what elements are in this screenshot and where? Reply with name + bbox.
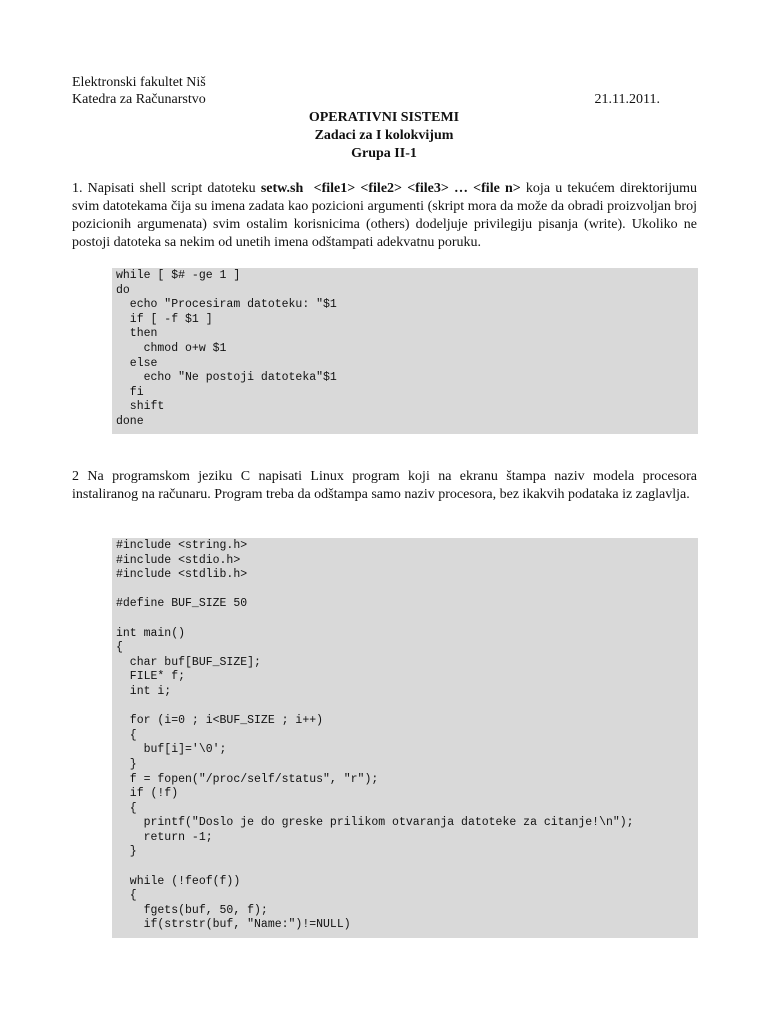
- code-line: #include <string.h>: [116, 539, 248, 552]
- code-line: else: [116, 356, 158, 370]
- institution-name: Elektronski fakultet Niš: [72, 75, 206, 90]
- code-line: #define BUF_SIZE 50: [116, 597, 248, 611]
- code-line: echo "Ne postoji datoteka"$1: [116, 371, 337, 385]
- document-date: 21.11.2011.: [594, 92, 660, 107]
- code-line: chmod o+w $1: [116, 341, 227, 355]
- task-1-code-block: [112, 268, 698, 434]
- code-line: int i;: [116, 684, 172, 698]
- code-line: fgets(buf, 50, f);: [116, 903, 268, 917]
- code-line: buf[i]='\0';: [116, 743, 227, 757]
- task-1-prefix: 1. Napisati shell script datoteku: [72, 181, 261, 196]
- code-line: while (!feof(f)): [116, 874, 241, 888]
- code-line: echo "Procesiram datoteku: "$1: [116, 298, 337, 312]
- code-line: {: [116, 728, 137, 742]
- code-line: if [ -f $1 ]: [116, 312, 213, 326]
- code-line: }: [116, 757, 137, 771]
- script-args: <file1> <file2> <file3> … <file n>: [313, 181, 521, 196]
- title-block: [0, 109, 768, 163]
- code-line: }: [116, 845, 137, 859]
- code-line: int main(): [116, 626, 186, 640]
- code-line: FILE* f;: [116, 670, 186, 684]
- code-line: do: [116, 283, 130, 297]
- code-line: printf("Doslo je do greske prilikom otvaranja datoteke za citanje!\n");: [116, 816, 634, 830]
- script-name: setw.sh: [260, 181, 304, 196]
- code-line: char buf[BUF_SIZE];: [116, 655, 261, 669]
- code-line: if (!f): [116, 787, 179, 801]
- code-line: [116, 583, 694, 598]
- code-line: [116, 860, 694, 875]
- code-line: for (i=0 ; i<BUF_SIZE ; i++): [116, 714, 324, 728]
- code-line: f = fopen("/proc/self/status", "r");: [116, 772, 379, 786]
- code-line: done: [116, 414, 144, 428]
- code-line: shift: [116, 400, 165, 414]
- exam-subtitle: Zadaci za I kolokvijum: [314, 128, 454, 143]
- code-line: then: [116, 327, 158, 341]
- code-line: {: [116, 801, 137, 815]
- course-title: OPERATIVNI SISTEMI: [308, 110, 460, 125]
- code-line: [116, 700, 694, 715]
- task-1-rest: koja u tekućem direktorijumu svim datotekama čija su imena zadata kao pozicioni argumenti (skript mora da može da obradi proizvoljan broj pozicionih argumenata) svim ostalim korisnicima (others) dodeljuje privilegiju pisanja (write). Ukoliko ne postoji datoteka sa nekim od unetih imena odštampati adekvatnu poruku.: [72, 181, 697, 250]
- code-line: {: [116, 889, 137, 903]
- group-label: Grupa II-1: [351, 146, 417, 161]
- code-line: while [ $# -ge 1 ]: [116, 269, 241, 282]
- code-line: {: [116, 641, 123, 655]
- department-name: Katedra za Računarstvo: [72, 92, 206, 107]
- code-line: fi: [116, 385, 144, 399]
- code-line: return -1;: [116, 830, 213, 844]
- code-line: if(strstr(buf, "Name:")!=NULL): [116, 918, 351, 932]
- code-line: #include <stdlib.h>: [116, 568, 248, 582]
- task-2-code-block: [112, 538, 698, 938]
- task-2-text: 2 Na programskom jeziku C napisati Linux program koji na ekranu štampa naziv modela procesora instaliranog na računaru. Program treba da odštampa samo naziv procesora, bez ikakvih podataka iz zaglavlja.: [72, 469, 697, 502]
- task-1-text: [72, 180, 697, 252]
- code-line: [116, 612, 694, 627]
- code-line: #include <stdio.h>: [116, 553, 241, 567]
